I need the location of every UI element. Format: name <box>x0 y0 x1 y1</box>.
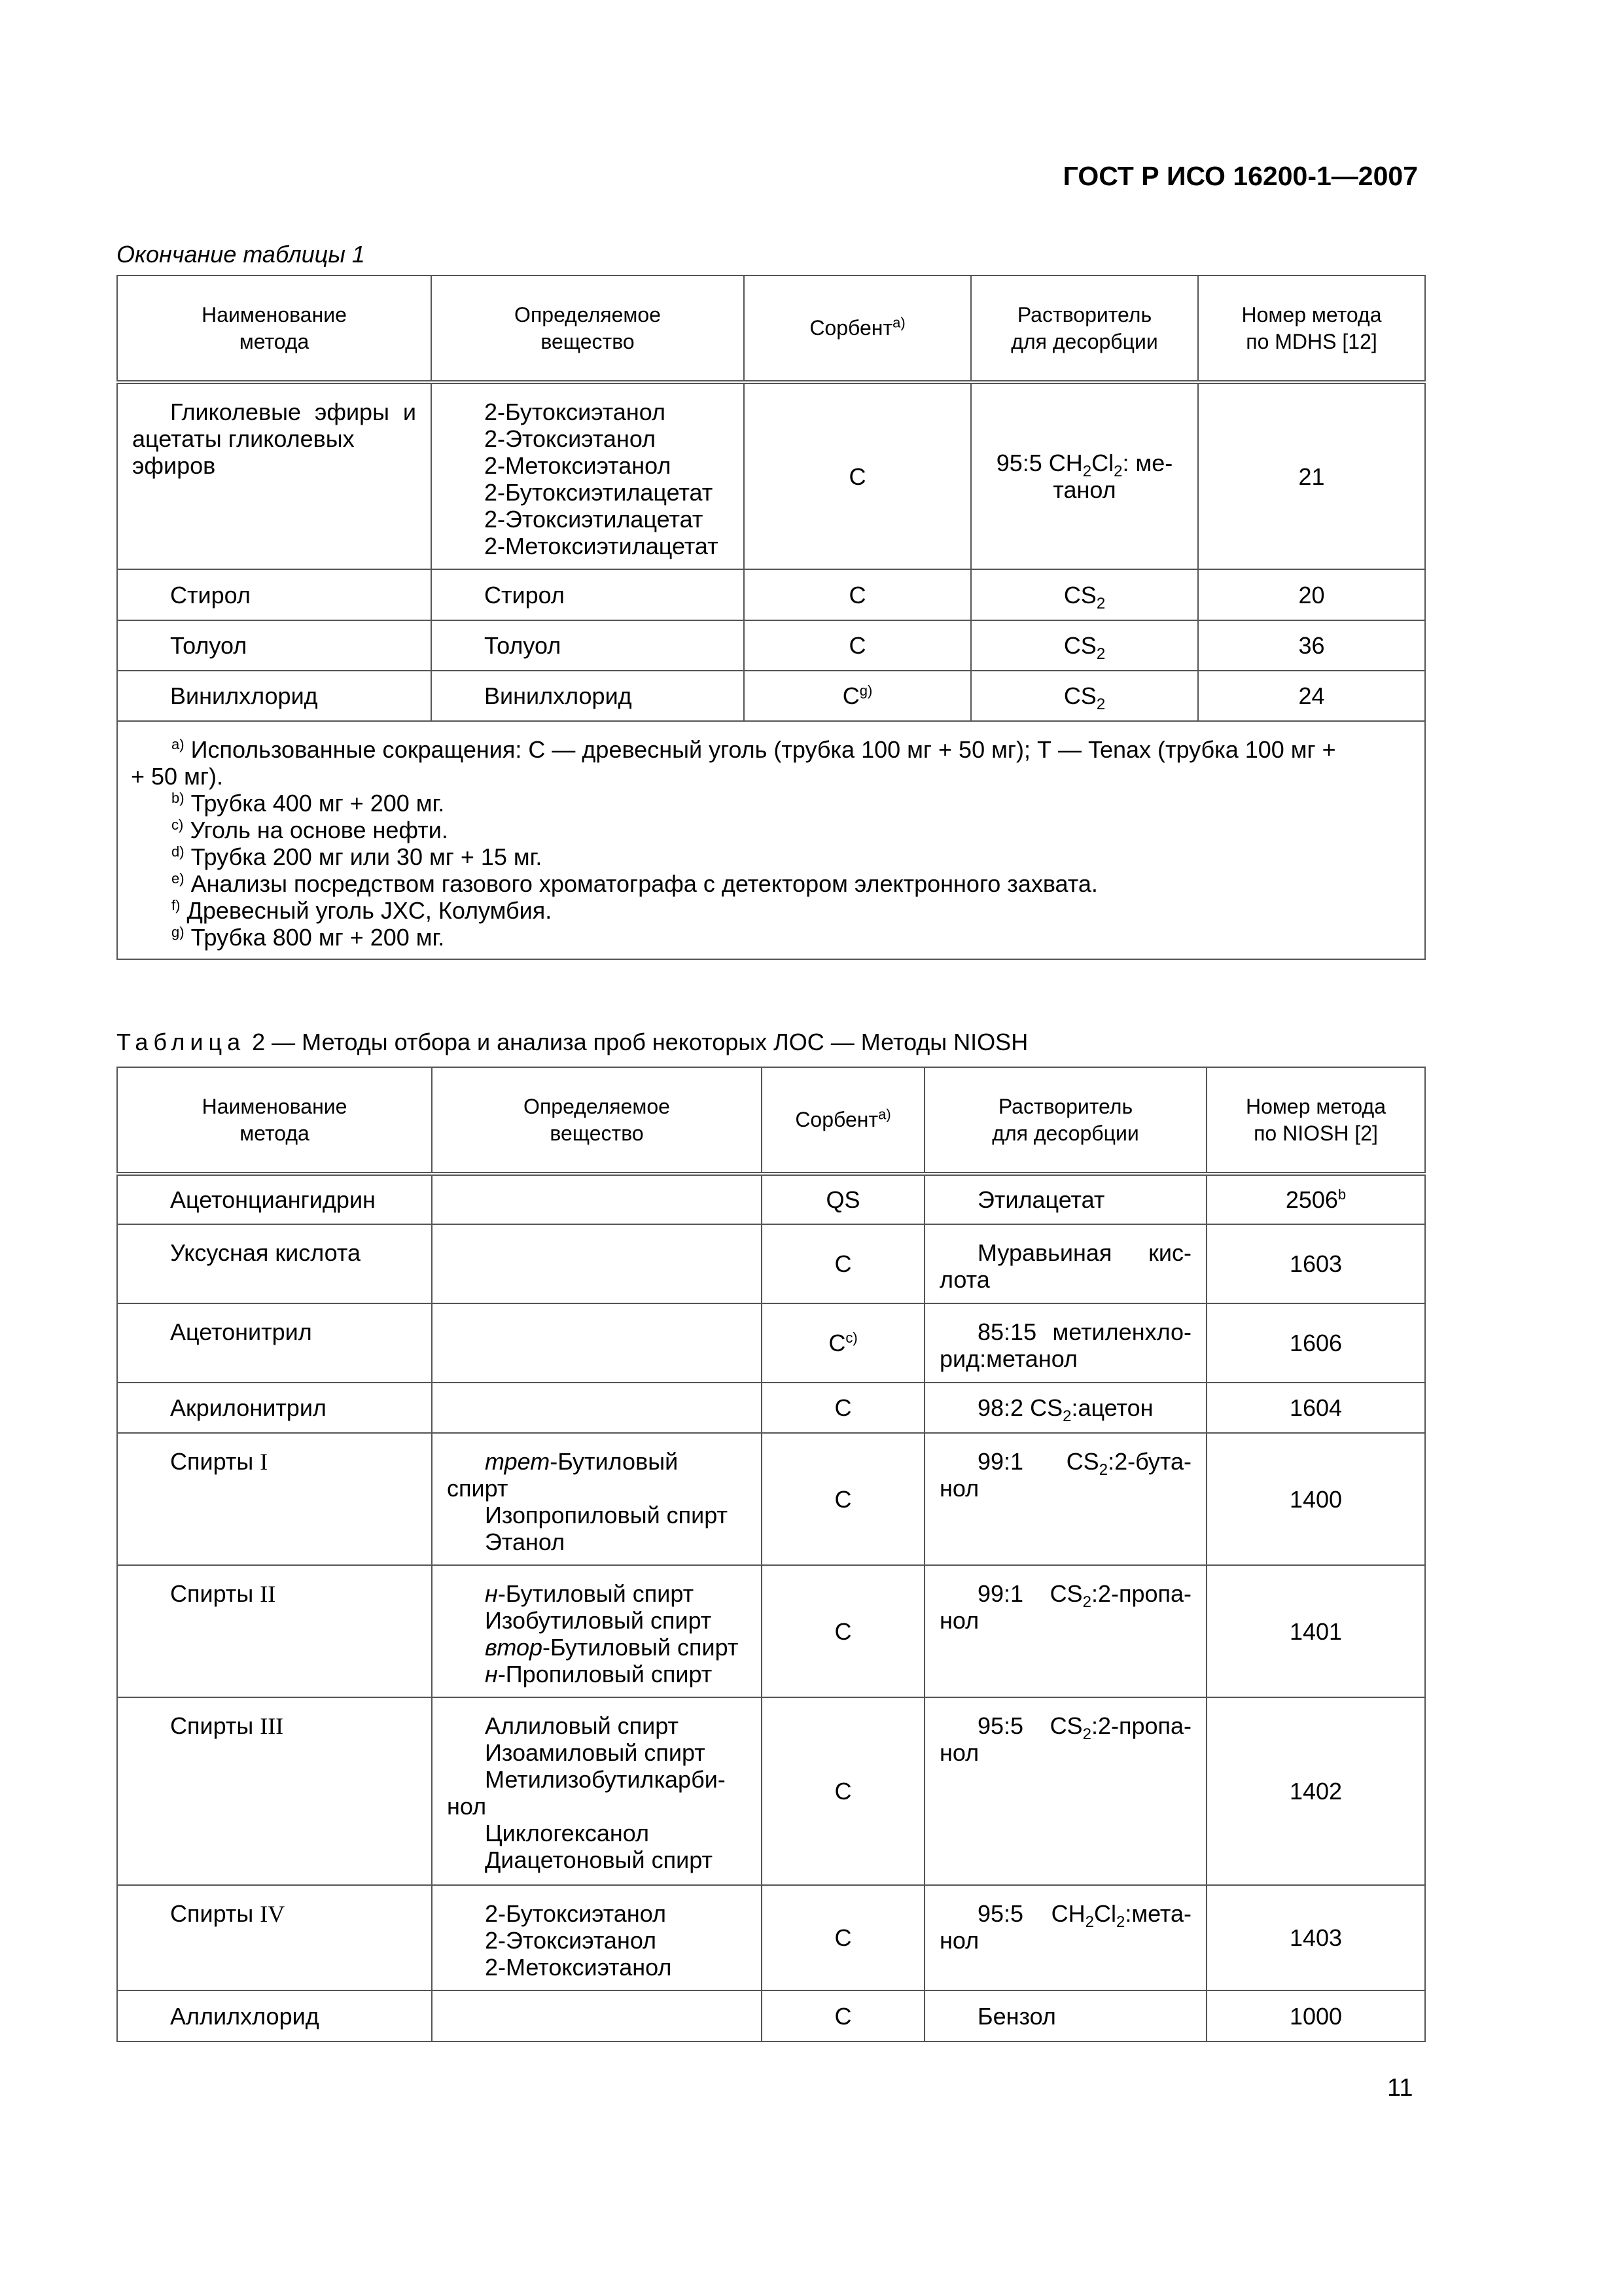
table1-footnotes <box>117 721 1425 959</box>
t2-col-sorbent: Сорбент$^{a)}$ <box>762 1067 925 1174</box>
footnote: $^{f)}$ Древесный уголь JXC, Колумбия. <box>171 897 552 924</box>
t2-r5-sorbent: С <box>762 1433 925 1565</box>
t2-r2-substance <box>432 1224 762 1303</box>
t2-r9-sorbent: С <box>762 1990 925 2041</box>
table2 <box>116 1067 1426 2042</box>
table2-caption: Таблица 2 — Методы отбора и анализа проб некоторых ЛОС — Методы NIOSH <box>116 1029 1029 1055</box>
t1-r1-substances: 2-Бутоксиэтанол 2-Этоксиэтанол 2-Метоксиэтанол 2-Бутоксиэтилацетат 2-Этоксиэтилацетат 2-Метоксиэтилацетат <box>431 382 744 569</box>
t2-col-substance: Определяемое вещество <box>432 1067 762 1174</box>
table1 <box>116 275 1426 960</box>
t1-r1-solvent: 95:5 $CH_2Cl_2$: ме- танол <box>971 382 1198 569</box>
t2-r8-substances: 2-Бутоксиэтанол 2-Этоксиэтанол 2-Метоксиэтанол <box>432 1885 762 1990</box>
t1-r3-method: Толуол <box>117 620 431 671</box>
t2-r7-substances: Аллиловый спирт Изоамиловый спирт Метилизобутилкарби- нол Циклогексанол Диацетоновый спирт <box>432 1697 762 1885</box>
t2-r2-method: Уксусная кислота <box>117 1224 432 1303</box>
t2-r6-number: 1401 <box>1207 1565 1425 1697</box>
t1-col-sorbent: Сорбент$^{a)}$ <box>744 275 971 382</box>
t2-r9-number: 1000 <box>1207 1990 1425 2041</box>
table-row <box>117 1885 1425 1990</box>
t1-r4-sorbent: $С^{g)}$ <box>744 671 971 721</box>
footnote-continuation: + 50 мг). <box>131 763 223 790</box>
t2-r4-substance <box>432 1383 762 1433</box>
table-row <box>117 671 1425 721</box>
t2-r5-substances: трет-Бутиловый спирт Изопропиловый спирт Этанол <box>432 1433 762 1565</box>
table-row <box>117 1565 1425 1697</box>
t2-r4-method: Акрилонитрил <box>117 1383 432 1433</box>
t1-r3-number: 36 <box>1198 620 1425 671</box>
t2-r1-solvent: Этилацетат <box>925 1174 1207 1224</box>
t2-r6-method: Спирты II <box>117 1565 432 1697</box>
t2-col-number: Номер метода по NIOSH [2] <box>1207 1067 1425 1174</box>
t2-r3-method: Ацетонитрил <box>117 1303 432 1383</box>
t1-r4-method: Винилхлорид <box>117 671 431 721</box>
table1-header-row <box>117 275 1425 382</box>
t1-col-number: Номер метода по MDHS [12] <box>1198 275 1425 382</box>
t2-col-method: Наименование метода <box>117 1067 432 1174</box>
t2-r3-number: 1606 <box>1207 1303 1425 1383</box>
table-row <box>117 1433 1425 1565</box>
t1-r4-solvent: $CS_2$ <box>971 671 1198 721</box>
t2-r9-solvent: Бензол <box>925 1990 1207 2041</box>
t1-r1-number: 21 <box>1198 382 1425 569</box>
t1-r2-sorbent: С <box>744 569 971 620</box>
page-number: 11 <box>1387 2074 1413 2102</box>
t2-r4-solvent: 98:2 $CS_2:ацетон$ <box>925 1383 1207 1433</box>
t2-r8-sorbent: С <box>762 1885 925 1990</box>
t2-r5-method: Спирты I <box>117 1433 432 1565</box>
t2-r8-number: 1403 <box>1207 1885 1425 1990</box>
t2-r2-sorbent: С <box>762 1224 925 1303</box>
t2-r7-solvent: 95:5 $CS_2:2-пропа-$ нол <box>925 1697 1207 1885</box>
t1-col-substance: Определяемое вещество <box>431 275 744 382</box>
t2-r4-sorbent: С <box>762 1383 925 1433</box>
table-row <box>117 382 1425 569</box>
table-row <box>117 1697 1425 1885</box>
t2-r7-number: 1402 <box>1207 1697 1425 1885</box>
table-row <box>117 1383 1425 1433</box>
t2-r2-number: 1603 <box>1207 1224 1425 1303</box>
t2-r7-sorbent: С <box>762 1697 925 1885</box>
table1-caption: Окончание таблицы 1 <box>116 241 365 268</box>
t2-r7-method: Спирты III <box>117 1697 432 1885</box>
t2-r2-solvent: Муравьиная кис- лота <box>925 1224 1207 1303</box>
t1-r4-number: 24 <box>1198 671 1425 721</box>
footnote: $^{c)}$ Уголь на основе нефти. <box>171 817 448 843</box>
t1-r3-sorbent: С <box>744 620 971 671</box>
t2-r9-method: Аллилхлорид <box>117 1990 432 2041</box>
t2-r1-substance <box>432 1174 762 1224</box>
t1-r1-sorbent: С <box>744 382 971 569</box>
table-row <box>117 620 1425 671</box>
table-row <box>117 1303 1425 1383</box>
t2-r6-sorbent: С <box>762 1565 925 1697</box>
table2-header-row <box>117 1067 1425 1174</box>
footnote: $^{b)}$ Трубка 400 мг + 200 мг. <box>171 790 445 817</box>
t2-r1-sorbent: QS <box>762 1174 925 1224</box>
table1-notes-row <box>117 721 1425 959</box>
footnote: $^{d)}$ Трубка 200 мг или 30 мг + 15 мг. <box>171 843 542 870</box>
table-row <box>117 1174 1425 1224</box>
table-row <box>117 1224 1425 1303</box>
t2-r9-substance <box>432 1990 762 2041</box>
t2-r1-number: 2506$^b$ <box>1207 1174 1425 1224</box>
t2-r6-solvent: 99:1 $CS_2:2-пропа-$ нол <box>925 1565 1207 1697</box>
t1-r1-method: Гликолевые эфиры и ацетаты гликолевых эфиров <box>117 382 431 569</box>
t2-r8-solvent: 95:5 $CH_2Cl_2:мета-$ нол <box>925 1885 1207 1990</box>
t2-r6-substances: н-Бутиловый спирт Изобутиловый спирт втор-Бутиловый спирт н-Пропиловый спирт <box>432 1565 762 1697</box>
footnote: $^{a)}$ Использованные сокращения: С — древесный уголь (трубка 100 мг + 50 мг); Т — Tenax (трубка 100 мг + <box>171 736 1336 763</box>
t2-r3-solvent: 85:15 метиленхло- рид:метанол <box>925 1303 1207 1383</box>
t2-r5-solvent: 99:1 $CS_2:2-бута-$ нол <box>925 1433 1207 1565</box>
t2-r3-sorbent: $С^{c)}$ <box>762 1303 925 1383</box>
t1-col-method: Наименование метода <box>117 275 431 382</box>
t2-r8-method: Спирты IV <box>117 1885 432 1990</box>
footnote: $^{e)}$ Анализы посредством газового хроматографа с детектором электронного захвата. <box>171 870 1098 897</box>
document-id: ГОСТ Р ИСО 16200-1—2007 <box>1063 161 1418 191</box>
t2-col-solvent: Растворитель для десорбции <box>925 1067 1207 1174</box>
t2-r4-number: 1604 <box>1207 1383 1425 1433</box>
t2-r1-method: Ацетонциангидрин <box>117 1174 432 1224</box>
t1-r2-solvent: $CS_2$ <box>971 569 1198 620</box>
t1-r2-method: Стирол <box>117 569 431 620</box>
t2-r3-substance <box>432 1303 762 1383</box>
table-row <box>117 1990 1425 2041</box>
t1-r2-number: 20 <box>1198 569 1425 620</box>
footnote: $^{g)}$ Трубка 800 мг + 200 мг. <box>171 924 445 951</box>
t2-r5-number: 1400 <box>1207 1433 1425 1565</box>
table-row <box>117 569 1425 620</box>
t1-r4-substance: Винилхлорид <box>431 671 744 721</box>
t1-r2-substance: Стирол <box>431 569 744 620</box>
t1-r3-solvent: $CS_2$ <box>971 620 1198 671</box>
t1-r3-substance: Толуол <box>431 620 744 671</box>
t1-col-solvent: Растворитель для десорбции <box>971 275 1198 382</box>
